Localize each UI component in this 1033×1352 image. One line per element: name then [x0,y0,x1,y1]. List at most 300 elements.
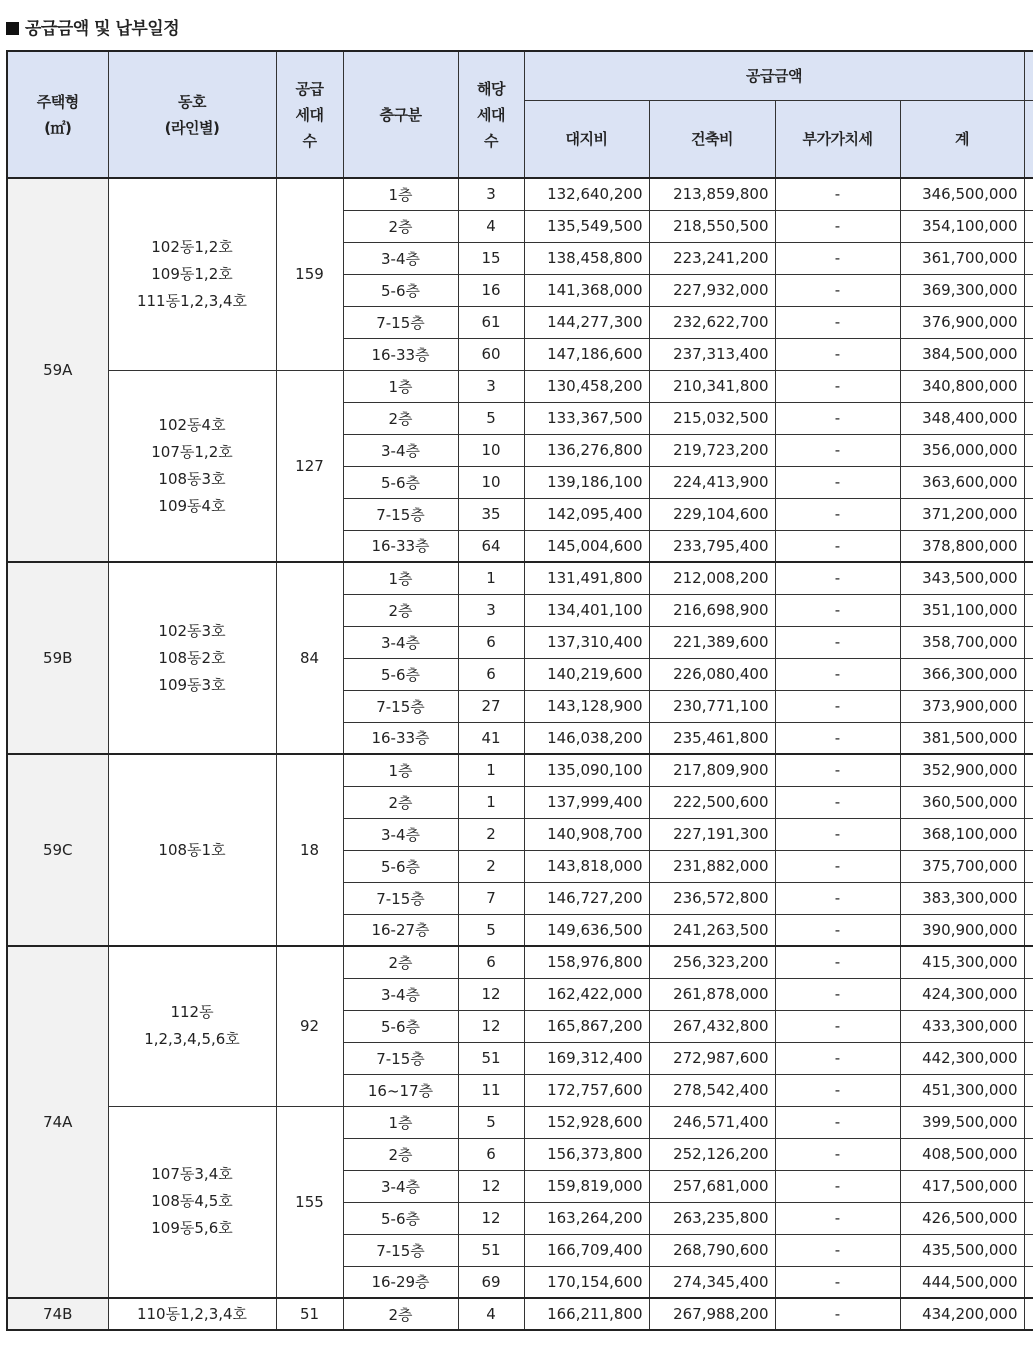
construction-cost-cell: 274,345,400 [649,1266,775,1298]
floor-cell: 7-15층 [343,882,458,914]
vat-cell: - [775,1074,900,1106]
construction-cost-cell: 261,878,000 [649,978,775,1010]
units-cell: 6 [458,1138,524,1170]
total-cell: 340,800,000 [900,370,1024,402]
units-cell: 7 [458,882,524,914]
building-cell [108,754,276,946]
land-cost-cell: 134,401,100 [524,594,649,626]
land-cost-cell: 169,312,400 [524,1042,649,1074]
vat-cell: - [775,1010,900,1042]
total-cell: 435,500,000 [900,1234,1024,1266]
land-cost-cell: 137,999,400 [524,786,649,818]
construction-cost-cell: 231,882,000 [649,850,775,882]
construction-cost-cell: 267,988,200 [649,1298,775,1330]
construction-cost-cell: 268,790,600 [649,1234,775,1266]
supply-units-cell: 127 [276,370,343,562]
floor-cell: 16-33층 [343,338,458,370]
units-cell: 51 [458,1234,524,1266]
construction-cost-cell: 226,080,400 [649,658,775,690]
units-cell: 12 [458,978,524,1010]
header-building: 동호 (라인별) [108,51,276,178]
square-bullet-icon [6,22,19,35]
land-cost-cell: 156,373,800 [524,1138,649,1170]
construction-cost-cell: 227,932,000 [649,274,775,306]
header-total: 계 [900,100,1024,178]
floor-cell: 16-29층 [343,1266,458,1298]
land-cost-cell: 162,422,000 [524,978,649,1010]
supply-units-cell: 159 [276,178,343,370]
floor-cell: 1층 [343,1106,458,1138]
floor-cell: 2층 [343,1138,458,1170]
supply-units-cell: 51 [276,1298,343,1330]
total-cell: 376,900,000 [900,306,1024,338]
header-land: 대지비 [524,100,649,178]
total-cell: 451,300,000 [900,1074,1024,1106]
building-line: 108동2호 [158,648,226,667]
header-cut-off [1024,51,1033,100]
cut-off-cell [1024,882,1033,914]
construction-cost-cell: 267,432,800 [649,1010,775,1042]
total-cell: 363,600,000 [900,466,1024,498]
construction-cost-cell: 219,723,200 [649,434,775,466]
vat-cell: - [775,274,900,306]
floor-cell: 3-4층 [343,434,458,466]
vat-cell: - [775,498,900,530]
construction-cost-cell: 252,126,200 [649,1138,775,1170]
vat-cell: - [775,626,900,658]
land-cost-cell: 172,757,600 [524,1074,649,1106]
header-construction: 건축비 [649,100,775,178]
building-line: 107동1,2호 [151,442,233,461]
land-cost-cell: 144,277,300 [524,306,649,338]
floor-cell: 1층 [343,754,458,786]
cut-off-cell [1024,850,1033,882]
floor-cell: 3-4층 [343,626,458,658]
construction-cost-cell: 256,323,200 [649,946,775,978]
cut-off-cell [1024,626,1033,658]
floor-cell: 2층 [343,1298,458,1330]
building-cell [108,1106,276,1298]
land-cost-cell: 146,038,200 [524,722,649,754]
land-cost-cell: 143,128,900 [524,690,649,722]
land-cost-cell: 140,908,700 [524,818,649,850]
table-body [7,178,1033,1330]
building-line: 102동1,2호 [151,237,233,256]
building-cell [108,946,276,1106]
land-cost-cell: 138,458,800 [524,242,649,274]
building-line: 107동3,4호 [151,1165,233,1184]
units-cell: 10 [458,434,524,466]
vat-cell: - [775,722,900,754]
vat-cell: - [775,1106,900,1138]
construction-cost-cell: 241,263,500 [649,914,775,946]
construction-cost-cell: 257,681,000 [649,1170,775,1202]
units-cell: 12 [458,1170,524,1202]
total-cell: 375,700,000 [900,850,1024,882]
building-line: 110동1,2,3,4호 [136,1304,248,1323]
total-cell: 348,400,000 [900,402,1024,434]
total-cell: 356,000,000 [900,434,1024,466]
construction-cost-cell: 213,859,800 [649,178,775,210]
land-cost-cell: 142,095,400 [524,498,649,530]
total-cell: 371,200,000 [900,498,1024,530]
land-cost-cell: 166,211,800 [524,1298,649,1330]
total-cell: 369,300,000 [900,274,1024,306]
vat-cell: - [775,882,900,914]
cut-off-cell [1024,754,1033,786]
construction-cost-cell: 210,341,800 [649,370,775,402]
building-cell [108,1298,276,1330]
building-cell [108,370,276,562]
total-cell: 408,500,000 [900,1138,1024,1170]
total-cell: 384,500,000 [900,338,1024,370]
table-row [7,370,1033,402]
cut-off-cell [1024,402,1033,434]
total-cell: 399,500,000 [900,1106,1024,1138]
total-cell: 378,800,000 [900,530,1024,562]
price-table [6,50,1033,1331]
units-cell: 3 [458,594,524,626]
floor-cell: 1층 [343,178,458,210]
table-header [7,51,1033,178]
floor-cell: 7-15층 [343,498,458,530]
vat-cell: - [775,594,900,626]
construction-cost-cell: 216,698,900 [649,594,775,626]
header-vat: 부가가치세 [775,100,900,178]
land-cost-cell: 139,186,100 [524,466,649,498]
total-cell: 442,300,000 [900,1042,1024,1074]
land-cost-cell: 149,636,500 [524,914,649,946]
cut-off-cell [1024,1234,1033,1266]
units-cell: 5 [458,1106,524,1138]
land-cost-cell: 163,264,200 [524,1202,649,1234]
cut-off-cell [1024,722,1033,754]
cut-off-cell [1024,946,1033,978]
cut-off-cell [1024,818,1033,850]
cut-off-cell [1024,1202,1033,1234]
cut-off-cell [1024,274,1033,306]
total-cell: 417,500,000 [900,1170,1024,1202]
building-line: 109동5,6호 [151,1219,233,1238]
header-cut-off-2 [1024,100,1033,178]
header-units: 해당 세대 수 [458,51,524,178]
cut-off-cell [1024,1170,1033,1202]
header-floor: 층구분 [343,51,458,178]
construction-cost-cell: 235,461,800 [649,722,775,754]
floor-cell: 5-6층 [343,658,458,690]
units-cell: 1 [458,562,524,594]
floor-cell: 16-27층 [343,914,458,946]
total-cell: 346,500,000 [900,178,1024,210]
land-cost-cell: 135,090,100 [524,754,649,786]
supply-units-cell: 18 [276,754,343,946]
cut-off-cell [1024,338,1033,370]
floor-cell: 5-6층 [343,1010,458,1042]
land-cost-cell: 133,367,500 [524,402,649,434]
cut-off-cell [1024,242,1033,274]
units-cell: 15 [458,242,524,274]
floor-cell: 5-6층 [343,466,458,498]
construction-cost-cell: 215,032,500 [649,402,775,434]
cut-off-cell [1024,562,1033,594]
cut-off-cell [1024,914,1033,946]
land-cost-cell: 166,709,400 [524,1234,649,1266]
units-cell: 3 [458,370,524,402]
vat-cell: - [775,658,900,690]
building-cell [108,178,276,370]
construction-cost-cell: 224,413,900 [649,466,775,498]
units-cell: 4 [458,1298,524,1330]
vat-cell: - [775,754,900,786]
total-cell: 366,300,000 [900,658,1024,690]
units-cell: 64 [458,530,524,562]
cut-off-cell [1024,530,1033,562]
building-line: 1,2,3,4,5,6호 [144,1030,240,1049]
building-line: 109동4호 [158,496,226,515]
cut-off-cell [1024,370,1033,402]
cut-off-cell [1024,178,1033,210]
floor-cell: 1층 [343,562,458,594]
floor-cell: 2층 [343,946,458,978]
construction-cost-cell: 263,235,800 [649,1202,775,1234]
units-cell: 12 [458,1202,524,1234]
vat-cell: - [775,690,900,722]
vat-cell: - [775,1170,900,1202]
floor-cell: 7-15층 [343,1042,458,1074]
vat-cell: - [775,914,900,946]
cut-off-cell [1024,434,1033,466]
vat-cell: - [775,818,900,850]
building-line: 108동3호 [158,469,226,488]
cut-off-cell [1024,658,1033,690]
floor-cell: 3-4층 [343,242,458,274]
cut-off-cell [1024,690,1033,722]
vat-cell: - [775,1298,900,1330]
cut-off-cell [1024,1266,1033,1298]
vat-cell: - [775,1266,900,1298]
land-cost-cell: 132,640,200 [524,178,649,210]
cut-off-cell [1024,786,1033,818]
building-line: 102동4호 [158,415,226,434]
land-cost-cell: 165,867,200 [524,1010,649,1042]
units-cell: 5 [458,914,524,946]
units-cell: 3 [458,178,524,210]
land-cost-cell: 145,004,600 [524,530,649,562]
land-cost-cell: 158,976,800 [524,946,649,978]
cut-off-cell [1024,1298,1033,1330]
land-cost-cell: 130,458,200 [524,370,649,402]
land-cost-cell: 140,219,600 [524,658,649,690]
construction-cost-cell: 217,809,900 [649,754,775,786]
floor-cell: 2층 [343,402,458,434]
land-cost-cell: 131,491,800 [524,562,649,594]
units-cell: 1 [458,754,524,786]
units-cell: 16 [458,274,524,306]
vat-cell: - [775,466,900,498]
land-cost-cell: 143,818,000 [524,850,649,882]
cut-off-cell [1024,306,1033,338]
header-amount-group: 공급금액 [524,51,1024,100]
floor-cell: 16-33층 [343,530,458,562]
construction-cost-cell: 221,389,600 [649,626,775,658]
floor-cell: 16~17층 [343,1074,458,1106]
total-cell: 360,500,000 [900,786,1024,818]
construction-cost-cell: 236,572,800 [649,882,775,914]
floor-cell: 3-4층 [343,818,458,850]
building-line: 109동3호 [158,675,226,694]
cut-off-cell [1024,1074,1033,1106]
units-cell: 10 [458,466,524,498]
land-cost-cell: 135,549,500 [524,210,649,242]
floor-cell: 7-15층 [343,690,458,722]
building-line: 111동1,2,3,4호 [136,291,248,310]
units-cell: 1 [458,786,524,818]
cut-off-cell [1024,1106,1033,1138]
vat-cell: - [775,1138,900,1170]
land-cost-cell: 136,276,800 [524,434,649,466]
total-cell: 434,200,000 [900,1298,1024,1330]
vat-cell: - [775,786,900,818]
construction-cost-cell: 246,571,400 [649,1106,775,1138]
vat-cell: - [775,242,900,274]
units-cell: 11 [458,1074,524,1106]
cut-off-cell [1024,1042,1033,1074]
table-row [7,754,1033,786]
construction-cost-cell: 212,008,200 [649,562,775,594]
units-cell: 27 [458,690,524,722]
land-cost-cell: 146,727,200 [524,882,649,914]
construction-cost-cell: 223,241,200 [649,242,775,274]
units-cell: 6 [458,626,524,658]
total-cell: 373,900,000 [900,690,1024,722]
header-house-type: 주택형 (㎡) [7,51,108,178]
table-row [7,1106,1033,1138]
construction-cost-cell: 222,500,600 [649,786,775,818]
total-cell: 368,100,000 [900,818,1024,850]
units-cell: 5 [458,402,524,434]
vat-cell: - [775,1042,900,1074]
construction-cost-cell: 229,104,600 [649,498,775,530]
units-cell: 2 [458,818,524,850]
total-cell: 415,300,000 [900,946,1024,978]
total-cell: 358,700,000 [900,626,1024,658]
construction-cost-cell: 237,313,400 [649,338,775,370]
vat-cell: - [775,178,900,210]
units-cell: 51 [458,1042,524,1074]
building-line: 102동3호 [158,621,226,640]
construction-cost-cell: 272,987,600 [649,1042,775,1074]
house-type-cell: 59A [7,178,108,562]
vat-cell: - [775,210,900,242]
vat-cell: - [775,562,900,594]
units-cell: 35 [458,498,524,530]
construction-cost-cell: 227,191,300 [649,818,775,850]
construction-cost-cell: 230,771,100 [649,690,775,722]
supply-units-cell: 84 [276,562,343,754]
units-cell: 2 [458,850,524,882]
construction-cost-cell: 232,622,700 [649,306,775,338]
total-cell: 354,100,000 [900,210,1024,242]
land-cost-cell: 152,928,600 [524,1106,649,1138]
floor-cell: 7-15층 [343,1234,458,1266]
total-cell: 444,500,000 [900,1266,1024,1298]
building-line: 109동1,2호 [151,264,233,283]
land-cost-cell: 170,154,600 [524,1266,649,1298]
units-cell: 60 [458,338,524,370]
section-title-text: 공급금액 및 납부일정 [25,19,180,39]
construction-cost-cell: 278,542,400 [649,1074,775,1106]
land-cost-cell: 137,310,400 [524,626,649,658]
cut-off-cell [1024,1010,1033,1042]
vat-cell: - [775,978,900,1010]
table-row [7,1298,1033,1330]
total-cell: 361,700,000 [900,242,1024,274]
building-cell [108,562,276,754]
total-cell: 381,500,000 [900,722,1024,754]
cut-off-cell [1024,210,1033,242]
floor-cell: 1층 [343,370,458,402]
floor-cell: 2층 [343,594,458,626]
vat-cell: - [775,1234,900,1266]
floor-cell: 3-4층 [343,978,458,1010]
vat-cell: - [775,530,900,562]
floor-cell: 7-15층 [343,306,458,338]
cut-off-cell [1024,594,1033,626]
header-supply-units: 공급 세대 수 [276,51,343,178]
house-type-cell: 59B [7,562,108,754]
construction-cost-cell: 233,795,400 [649,530,775,562]
vat-cell: - [775,370,900,402]
vat-cell: - [775,402,900,434]
land-cost-cell: 147,186,600 [524,338,649,370]
cut-off-cell [1024,1138,1033,1170]
total-cell: 383,300,000 [900,882,1024,914]
units-cell: 41 [458,722,524,754]
section-title [6,14,179,39]
total-cell: 343,500,000 [900,562,1024,594]
floor-cell: 5-6층 [343,850,458,882]
floor-cell: 5-6층 [343,274,458,306]
total-cell: 390,900,000 [900,914,1024,946]
land-cost-cell: 159,819,000 [524,1170,649,1202]
floor-cell: 16-33층 [343,722,458,754]
floor-cell: 2층 [343,210,458,242]
floor-cell: 3-4층 [343,1170,458,1202]
floor-cell: 2층 [343,786,458,818]
total-cell: 426,500,000 [900,1202,1024,1234]
construction-cost-cell: 218,550,500 [649,210,775,242]
supply-units-cell: 155 [276,1106,343,1298]
building-line: 108동1호 [158,840,226,859]
cut-off-cell [1024,466,1033,498]
units-cell: 69 [458,1266,524,1298]
vat-cell: - [775,306,900,338]
units-cell: 6 [458,946,524,978]
units-cell: 12 [458,1010,524,1042]
units-cell: 61 [458,306,524,338]
total-cell: 433,300,000 [900,1010,1024,1042]
total-cell: 424,300,000 [900,978,1024,1010]
house-type-cell: 74B [7,1298,108,1330]
units-cell: 4 [458,210,524,242]
cut-off-cell [1024,978,1033,1010]
house-type-cell: 74A [7,946,108,1298]
vat-cell: - [775,1202,900,1234]
floor-cell: 5-6층 [343,1202,458,1234]
house-type-cell: 59C [7,754,108,946]
total-cell: 352,900,000 [900,754,1024,786]
total-cell: 351,100,000 [900,594,1024,626]
